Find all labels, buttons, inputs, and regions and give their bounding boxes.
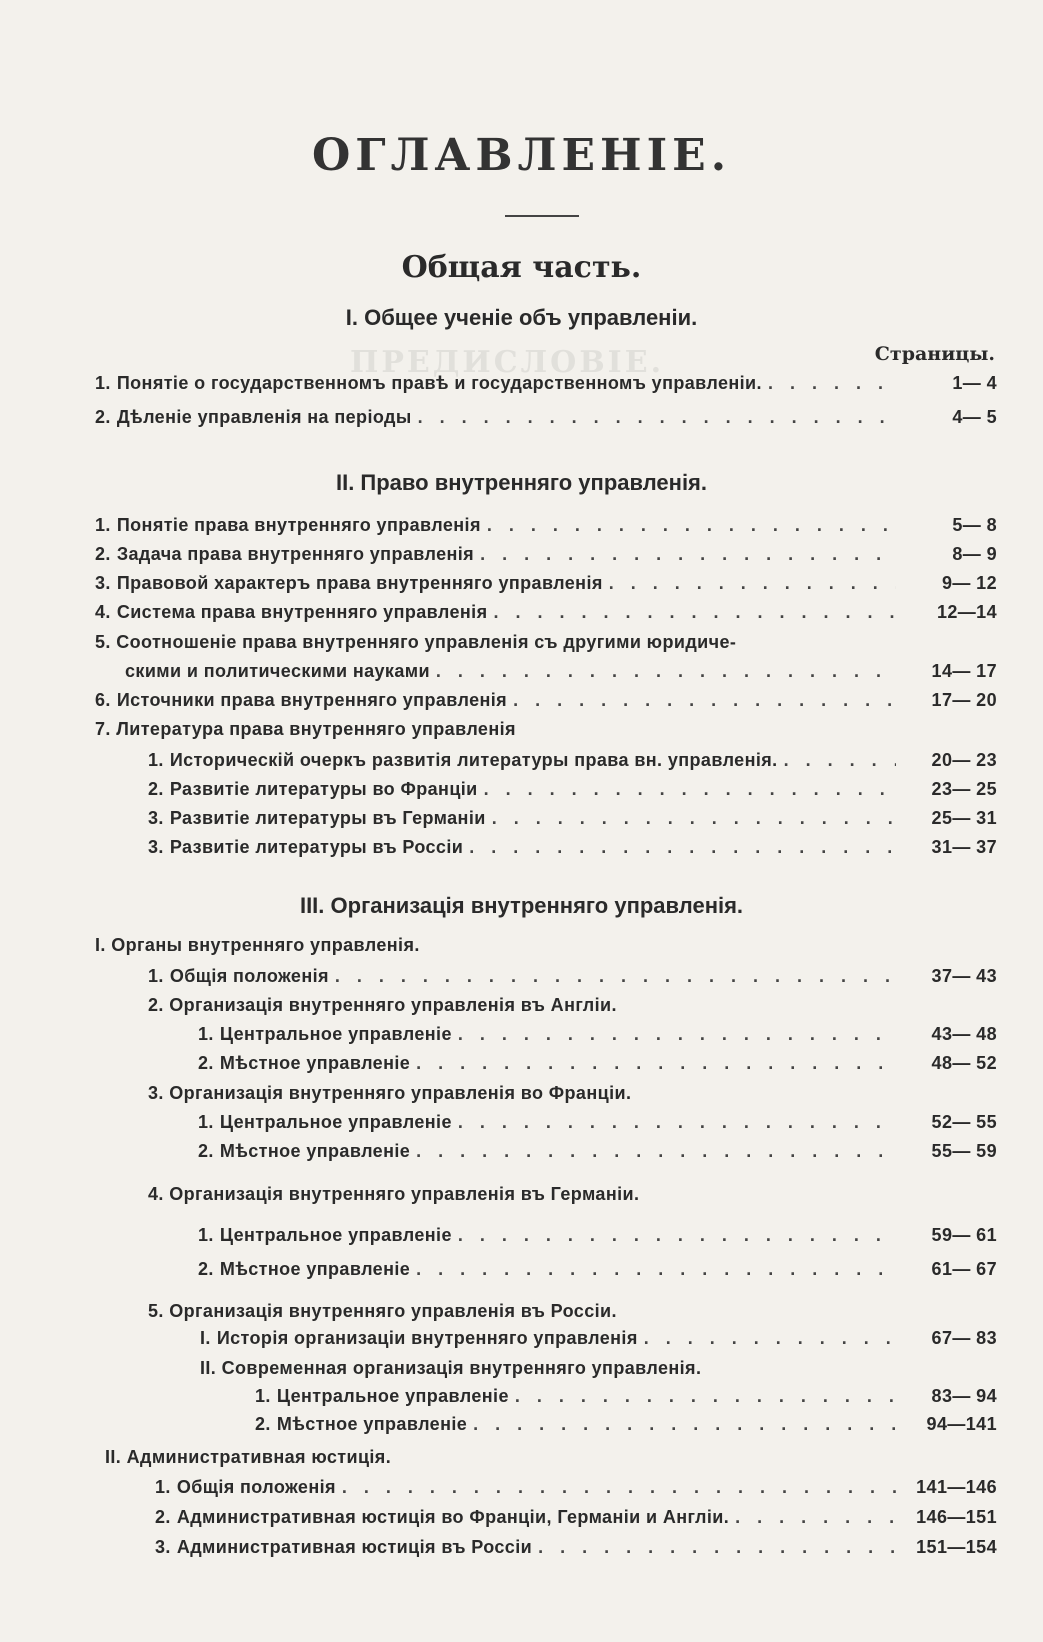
toc-entry[interactable] bbox=[155, 1507, 997, 1537]
entry-pages: 4— 5 bbox=[952, 407, 997, 427]
entry-title: Организація внутренняго управленія въ Германіи. bbox=[169, 1184, 640, 1204]
entry-title: Административная юстиція во Франціи, Германіи и Англіи. bbox=[176, 1507, 730, 1527]
leader-dots bbox=[480, 544, 896, 565]
toc-subheading[interactable] bbox=[95, 935, 420, 965]
bleed-through-text: ПРЕДИСЛОВІЕ. bbox=[350, 345, 665, 380]
entry-pages: 141—146 bbox=[916, 1477, 997, 1497]
entry-number: 5. bbox=[95, 632, 111, 652]
entry-number: II. bbox=[105, 1447, 122, 1467]
toc-entry[interactable] bbox=[255, 1386, 997, 1416]
entry-title: Общія положенія bbox=[169, 966, 329, 986]
entry-number: 1. bbox=[95, 373, 111, 393]
entry-pages: 14— 17 bbox=[931, 661, 997, 681]
entry-pages: 52— 55 bbox=[931, 1112, 997, 1132]
entry-pages: 31— 37 bbox=[931, 837, 997, 857]
leader-dots bbox=[458, 1225, 896, 1246]
entry-title: Центральное управленіе bbox=[276, 1386, 509, 1406]
leader-dots bbox=[515, 1386, 896, 1407]
toc-subheading[interactable] bbox=[148, 1184, 639, 1214]
toc-entry[interactable] bbox=[95, 690, 997, 720]
entry-title: Правовой характеръ права внутренняго управленія bbox=[116, 573, 603, 593]
leader-dots bbox=[469, 837, 896, 858]
toc-entry[interactable] bbox=[148, 750, 997, 780]
entry-title: Соотношеніе права внутренняго управленія съ другими юридиче- bbox=[116, 632, 737, 652]
entry-pages: 48— 52 bbox=[931, 1053, 997, 1073]
entry-number: 1. bbox=[155, 1477, 171, 1497]
leader-dots bbox=[768, 373, 896, 394]
leader-dots bbox=[416, 1141, 896, 1162]
toc-entry[interactable] bbox=[198, 1053, 997, 1083]
leader-dots bbox=[458, 1024, 896, 1045]
entry-title: Мѣстное управленіе bbox=[219, 1259, 411, 1279]
entry-number: 2. bbox=[198, 1259, 214, 1279]
section-title: II. Право внутренняго управленія. bbox=[335, 470, 708, 495]
toc-entry[interactable] bbox=[198, 1141, 997, 1171]
entry-title: Задача права внутренняго управленія bbox=[116, 544, 475, 564]
entry-number: 2. bbox=[95, 544, 111, 564]
entry-title: Мѣстное управленіе bbox=[276, 1414, 468, 1434]
toc-entry-first-line[interactable] bbox=[95, 632, 736, 662]
entry-title: Организація внутренняго управленія въ Англіи. bbox=[169, 995, 617, 1015]
entry-number: 1. bbox=[148, 966, 164, 986]
entry-title: Система права внутренняго управленія bbox=[116, 602, 488, 622]
leader-dots bbox=[342, 1477, 896, 1498]
toc-entry[interactable] bbox=[148, 837, 997, 867]
entry-pages: 55— 59 bbox=[931, 1141, 997, 1161]
toc-entry[interactable] bbox=[148, 779, 997, 809]
entry-number: 1. bbox=[255, 1386, 271, 1406]
toc-entry[interactable] bbox=[198, 1259, 997, 1289]
entry-number: 7. bbox=[95, 719, 111, 739]
leader-dots bbox=[487, 515, 896, 536]
entry-title: Центральное управленіе bbox=[219, 1024, 452, 1044]
entry-pages: 5— 8 bbox=[952, 515, 997, 535]
entry-title: Организація внутренняго управленія во Франціи. bbox=[169, 1083, 632, 1103]
entry-number: II. bbox=[200, 1358, 217, 1378]
entry-number: 1. bbox=[198, 1112, 214, 1132]
entry-title: Дѣленіе управленія на періоды bbox=[116, 407, 412, 427]
entry-title-continuation: скими и политическими науками bbox=[125, 661, 430, 681]
toc-entry[interactable] bbox=[148, 808, 997, 838]
entry-number: 2. bbox=[148, 779, 164, 799]
entry-pages: 151—154 bbox=[916, 1537, 997, 1557]
entry-pages: 8— 9 bbox=[952, 544, 997, 564]
entry-number: 1. bbox=[198, 1225, 214, 1245]
leader-dots bbox=[538, 1537, 896, 1558]
pages-column-label: Страницы. bbox=[874, 343, 995, 365]
entry-pages: 61— 67 bbox=[931, 1259, 997, 1279]
toc-subheading[interactable] bbox=[148, 995, 617, 1025]
entry-number: 1. bbox=[148, 750, 164, 770]
toc-entry[interactable] bbox=[95, 373, 997, 403]
entry-title: Современная организація внутренняго управленія. bbox=[221, 1358, 702, 1378]
entry-number: 2. bbox=[148, 995, 164, 1015]
entry-number: 3. bbox=[155, 1537, 171, 1557]
leader-dots bbox=[484, 779, 896, 800]
title-divider bbox=[505, 215, 579, 217]
toc-entry[interactable] bbox=[95, 515, 997, 545]
entry-pages: 67— 83 bbox=[931, 1328, 997, 1348]
entry-number: 1. bbox=[95, 515, 111, 535]
leader-dots bbox=[416, 1259, 896, 1280]
entry-number: 3. bbox=[148, 1083, 164, 1103]
entry-pages: 83— 94 bbox=[931, 1386, 997, 1406]
toc-subheading[interactable] bbox=[148, 1083, 631, 1113]
toc-entry[interactable] bbox=[198, 1024, 997, 1054]
entry-number: 2. bbox=[95, 407, 111, 427]
entry-title: Центральное управленіе bbox=[219, 1112, 452, 1132]
leader-dots bbox=[436, 661, 896, 682]
entry-pages: 23— 25 bbox=[931, 779, 997, 799]
page-subtitle: Общая часть. bbox=[401, 250, 642, 285]
toc-subheading[interactable] bbox=[95, 719, 516, 749]
entry-title: Историческій очеркъ развитія литературы права вн. управленія. bbox=[169, 750, 778, 770]
entry-number: I. bbox=[200, 1328, 211, 1348]
toc-subheading[interactable] bbox=[200, 1358, 701, 1388]
leader-dots bbox=[513, 690, 896, 711]
toc-entry[interactable] bbox=[255, 1414, 997, 1444]
toc-entry[interactable] bbox=[200, 1328, 997, 1358]
leader-dots bbox=[335, 966, 896, 987]
entry-pages: 59— 61 bbox=[931, 1225, 997, 1245]
entry-title: Административная юстиція въ Россіи bbox=[176, 1537, 533, 1557]
entry-title: Источники права внутренняго управленія bbox=[116, 690, 508, 710]
entry-title: Понятіе о государственномъ правѣ и государственномъ управленіи. bbox=[116, 373, 762, 393]
toc-entry[interactable] bbox=[198, 1225, 997, 1255]
toc-entry[interactable] bbox=[148, 966, 997, 996]
entry-number: 5. bbox=[148, 1301, 164, 1321]
entry-pages: 1— 4 bbox=[952, 373, 997, 393]
toc-subheading[interactable] bbox=[148, 1301, 617, 1331]
entry-number: 1. bbox=[198, 1024, 214, 1044]
entry-number: 4. bbox=[148, 1184, 164, 1204]
entry-title: Развитіе литературы во Франціи bbox=[169, 779, 478, 799]
leader-dots bbox=[418, 407, 896, 428]
entry-pages: 25— 31 bbox=[931, 808, 997, 828]
entry-title: Мѣстное управленіе bbox=[219, 1141, 411, 1161]
leader-dots bbox=[735, 1507, 896, 1528]
entry-number: 3. bbox=[148, 808, 164, 828]
entry-title: Организація внутренняго управленія въ Россіи. bbox=[169, 1301, 617, 1321]
entry-title: Понятіе права внутренняго управленія bbox=[116, 515, 481, 535]
entry-title: Центральное управленіе bbox=[219, 1225, 452, 1245]
leader-dots bbox=[416, 1053, 896, 1074]
leader-dots bbox=[784, 750, 896, 771]
entry-title: Литература права внутренняго управленія bbox=[116, 719, 516, 739]
entry-number: 2. bbox=[198, 1053, 214, 1073]
page-title: ОГЛАВЛЕНІЕ. bbox=[311, 130, 732, 181]
toc-entry[interactable] bbox=[198, 1112, 997, 1142]
entry-title: Развитіе литературы въ Германіи bbox=[169, 808, 486, 828]
entry-number: I. bbox=[95, 935, 106, 955]
entry-number: 2. bbox=[255, 1414, 271, 1434]
toc-entry[interactable] bbox=[155, 1477, 997, 1507]
entry-pages: 9— 12 bbox=[941, 573, 997, 593]
entry-number: 3. bbox=[95, 573, 111, 593]
entry-pages: 17— 20 bbox=[931, 690, 997, 710]
entry-number: 4. bbox=[95, 602, 111, 622]
entry-pages: 43— 48 bbox=[931, 1024, 997, 1044]
section-title: I. Общее ученіе объ управленіи. bbox=[345, 305, 698, 330]
entry-number: 6. bbox=[95, 690, 111, 710]
toc-entry[interactable] bbox=[95, 407, 997, 437]
entry-number: 2. bbox=[155, 1507, 171, 1527]
entry-title: Административная юстиція. bbox=[126, 1447, 392, 1467]
entry-title: Общія положенія bbox=[176, 1477, 336, 1497]
leader-dots bbox=[473, 1414, 896, 1435]
toc-entry[interactable] bbox=[95, 544, 997, 574]
section-title: III. Организація внутренняго управленія. bbox=[299, 893, 744, 918]
entry-title: Органы внутренняго управленія. bbox=[111, 935, 420, 955]
leader-dots bbox=[644, 1328, 896, 1349]
toc-entry[interactable] bbox=[155, 1537, 997, 1567]
entry-pages: 37— 43 bbox=[931, 966, 997, 986]
toc-entry[interactable] bbox=[95, 573, 997, 603]
entry-pages: 146—151 bbox=[916, 1507, 997, 1527]
entry-title: Развитіе литературы въ Россіи bbox=[169, 837, 464, 857]
entry-pages: 20— 23 bbox=[931, 750, 997, 770]
toc-entry[interactable] bbox=[125, 661, 997, 691]
leader-dots bbox=[493, 602, 896, 623]
leader-dots bbox=[458, 1112, 896, 1133]
leader-dots bbox=[609, 573, 896, 594]
toc-entry[interactable] bbox=[95, 602, 997, 632]
entry-title: Исторія организаціи внутренняго управленія bbox=[216, 1328, 638, 1348]
entry-pages: 94—141 bbox=[926, 1414, 997, 1434]
toc-subheading[interactable] bbox=[105, 1447, 391, 1477]
entry-title: Мѣстное управленіе bbox=[219, 1053, 411, 1073]
leader-dots bbox=[492, 808, 896, 829]
entry-pages: 12—14 bbox=[936, 602, 997, 622]
entry-number: 2. bbox=[198, 1141, 214, 1161]
entry-number: 3. bbox=[148, 837, 164, 857]
